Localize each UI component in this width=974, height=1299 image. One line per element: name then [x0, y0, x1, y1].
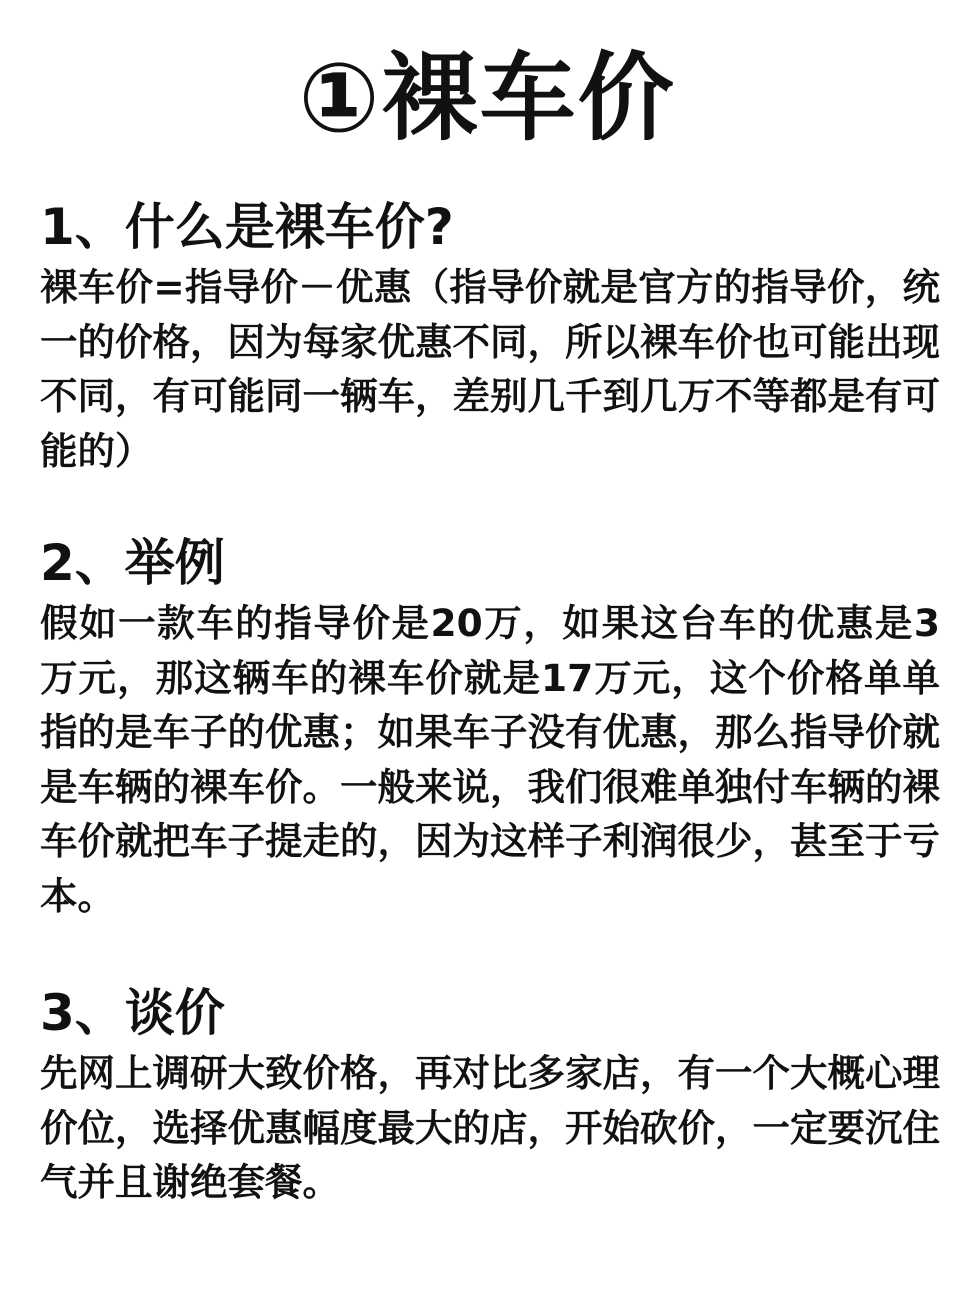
section-negotiation: [40, 984, 940, 1210]
section-what-is-bare-car-price: [40, 198, 940, 478]
section-example: [40, 534, 940, 923]
section-body: 假如一款车的指导价是20万，如果这台车的优惠是3万元，那这辆车的裸车价就是17万元，这个价格单单指的是车子的优惠；如果车子没有优惠，那么指导价就是车辆的裸车价。一般来说，我们很难单独付车辆的裸车价就把车子提走的，因为这样子利润很少，甚至于亏本。: [40, 601, 940, 918]
section-heading: 2、举例: [40, 534, 225, 592]
section-heading: 3、谈价: [40, 984, 225, 1042]
page-title: ①裸车价: [298, 42, 676, 154]
section-body: 先网上调研大致价格，再对比多家店，有一个大概心理价位，选择优惠幅度最大的店，开始砍价，一定要沉住气并且谢绝套餐。: [40, 1051, 940, 1204]
section-heading: 1、什么是裸车价?: [40, 198, 454, 256]
section-body: 裸车价=指导价－优惠（指导价就是官方的指导价，统一的价格，因为每家优惠不同，所以裸车价也可能出现不同，有可能同一辆车，差别几千到几万不等都是有可能的）: [40, 265, 940, 473]
